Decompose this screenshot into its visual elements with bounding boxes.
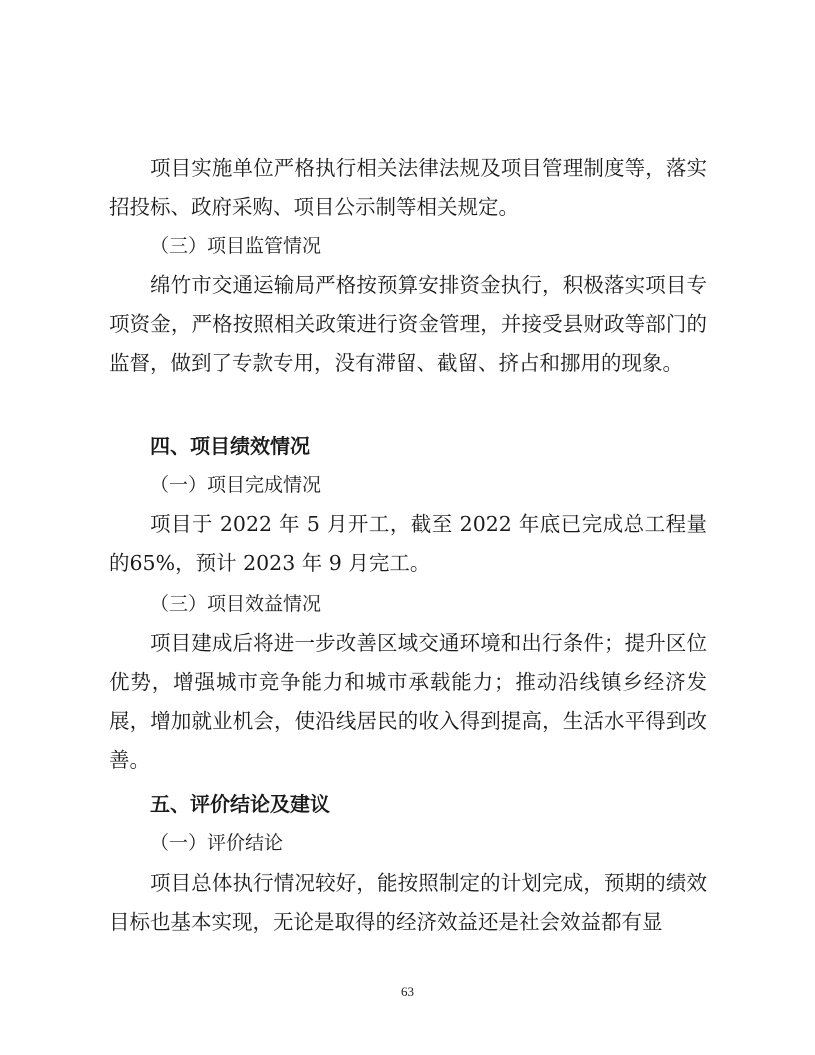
page-number: 63 bbox=[401, 984, 414, 999]
subheading-supervision: （三）项目监管情况 bbox=[150, 235, 322, 257]
paragraph-supervision: 绵竹市交通运输局严格按预算安排资金执行，积极落实项目专项资金，严格按照相关政策进行资金管理，并接受县财政等部门的监督，做到了专款专用，没有滞留、截留、挤占和挪用的现象。 bbox=[109, 273, 707, 375]
subheading-evaluation: （一）评价结论 bbox=[150, 832, 284, 854]
heading-project-performance: 四、项目绩效情况 bbox=[150, 434, 310, 458]
paragraph-implementation: 项目实施单位严格执行相关法律法规及项目管理制度等，落实招投标、政府采购、项目公示制等相关规定。 bbox=[109, 156, 707, 219]
subheading-completion: （一）项目完成情况 bbox=[150, 474, 322, 496]
paragraph-completion: 项目于 2022 年 5 月开工，截至 2022 年底已完成总工程量的65%，预计 2023 年 9 月完工。 bbox=[109, 512, 707, 575]
paragraph-evaluation: 项目总体执行情况较好，能按照制定的计划完成，预期的绩效目标也基本实现，无论是取得的经济效益还是社会效益都有显 bbox=[109, 871, 707, 934]
subheading-benefit: （三）项目效益情况 bbox=[150, 593, 322, 615]
paragraph-benefit: 项目建成后将进一步改善区域交通环境和出行条件；提升区位优势，增强城市竞争能力和城市承载能力；推动沿线镇乡经济发展，增加就业机会，使沿线居民的收入得到提高，生活水平得到改善。 bbox=[109, 631, 707, 772]
heading-conclusion: 五、评价结论及建议 bbox=[150, 792, 330, 816]
